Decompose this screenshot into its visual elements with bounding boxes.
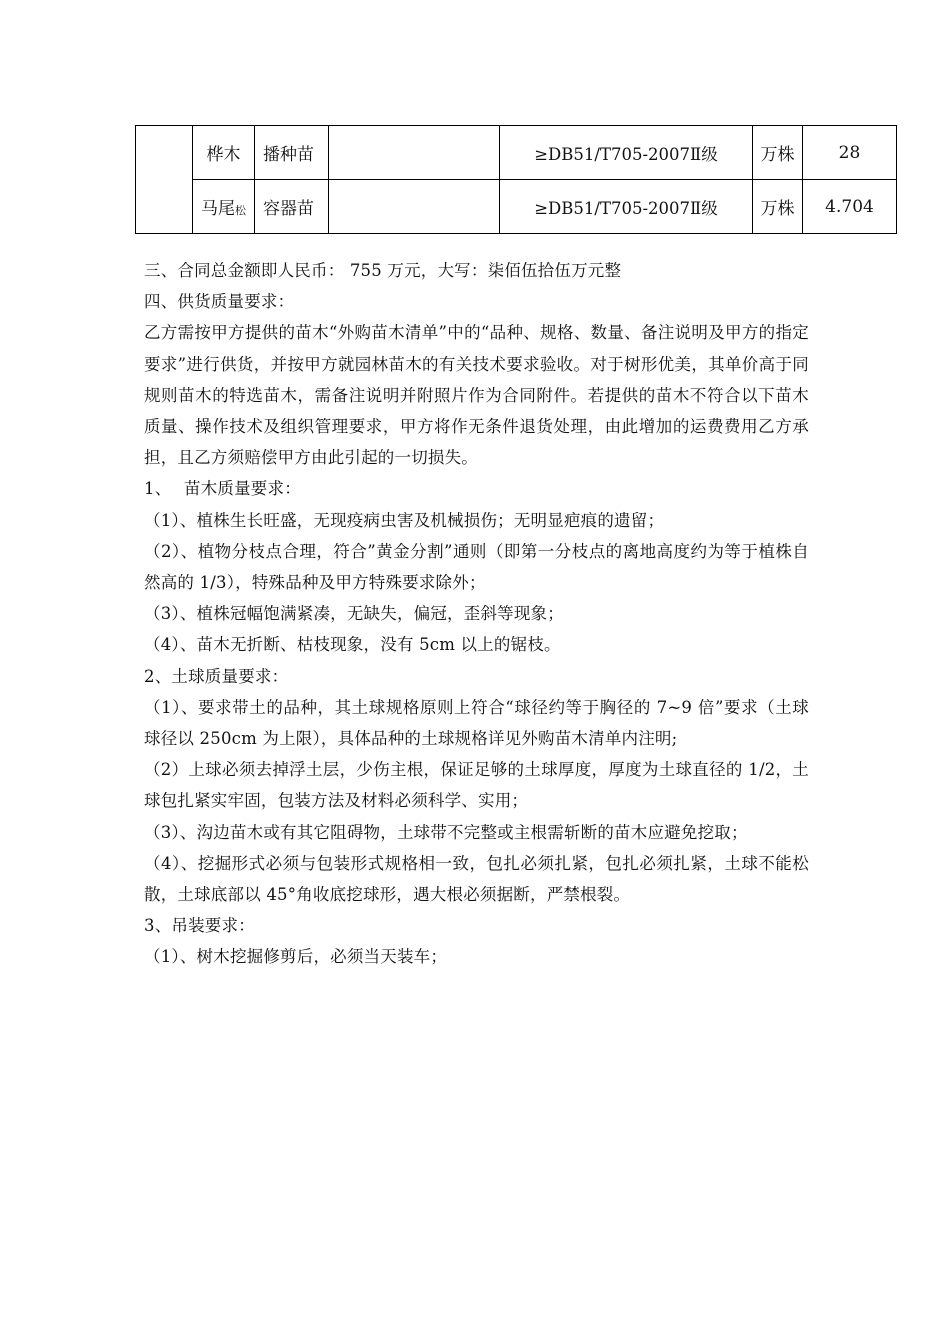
standard-cell: ≥DB51/T705-2007Ⅱ级 — [500, 126, 753, 180]
list-item: （2）、植物分枝点合理，符合”黄金分割”通则（即第一分枝点的离地高度约为等于植株自然高的 1/3），特殊品种及甲方特殊要求除外； — [144, 541, 809, 593]
list-item: （1）、要求带土的品种，其土球规格原则上符合“球径约等于胸径的 7~9 倍”要求（土球球径以 250cm 为上限），具体品种的土球规格详见外购苗木清单内注明; — [144, 697, 809, 749]
contract-body — [144, 255, 809, 973]
list-item: （4）、苗木无折断、枯枝现象，没有 5cm 以上的锯枝。 — [144, 635, 561, 655]
supply-requirements-paragraph: 乙方需按甲方提供的苗木“外购苗木清单”中的“品种、规格、数量、备注说明及甲方的指定要求”进行供货，并按甲方就园林苗木的有关技术要求验收。对于树形优美，其单价高于同规则苗木的特选苗木，需备注说明并附照片作为合同附件。若提供的苗木不符合以下苗木质量、操作技术及组织管理要求，甲方将作无条件退货处理，由此增加的运费费用乙方承担，且乙方须赔偿甲方由此引起的一切损失。 — [144, 323, 809, 468]
list-item: （4）、挖掘形式必须与包装形式规格相一致，包扎必须扎紧，包扎必须扎紧，土球不能松散，土球底部以 45°角收底挖球形，遇大根必须据断，严禁根裂。 — [144, 853, 809, 905]
species-cell: 马尾松 — [193, 180, 255, 234]
contract-amount: 三、合同总金额即人民币： 755 万元，大写：柒佰伍拾伍万元整 — [144, 261, 622, 280]
spec-cell — [329, 180, 500, 234]
seedling-type-cell: 播种苗 — [255, 126, 329, 180]
species-cell: 桦木 — [193, 126, 255, 180]
subsection-heading: 1、 苗木质量要求： — [144, 479, 301, 499]
quantity-cell: 28 — [803, 126, 897, 180]
spec-cell — [329, 126, 500, 180]
list-item: （2）上球必须去掉浮土层，少伤主根，保证足够的土球厚度，厚度为土球直径的 1/2，土球包扎紧实牢固，包装方法及材料必须科学、实用； — [144, 760, 809, 811]
merged-category-cell — [136, 126, 193, 234]
unit-cell: 万株 — [753, 180, 803, 234]
list-item: （3）、沟边苗木或有其它阻碍物，土球带不完整或主根需斩断的苗木应避免挖取； — [144, 822, 748, 842]
unit-cell: 万株 — [753, 126, 803, 180]
seedling-table — [135, 125, 897, 234]
quantity-cell: 4.704 — [803, 180, 897, 234]
seedling-type-cell: 容器苗 — [255, 180, 329, 234]
table-row — [136, 180, 897, 234]
list-item: （1）、植株生长旺盛，无现疫病虫害及机械损伤；无明显疤痕的遗留； — [144, 510, 665, 530]
section-heading: 四、供货质量要求： — [144, 292, 295, 312]
subsection-heading: 3、吊装要求： — [144, 916, 255, 936]
table-row — [136, 126, 897, 180]
standard-cell: ≥DB51/T705-2007Ⅱ级 — [500, 180, 753, 234]
list-item: （1）、树木挖掘修剪后，必须当天装车； — [144, 947, 448, 967]
subsection-heading: 2、土球质量要求： — [144, 666, 289, 686]
list-item: （3）、植株冠幅饱满紧凑，无缺失，偏冠，歪斜等现象； — [144, 604, 564, 624]
